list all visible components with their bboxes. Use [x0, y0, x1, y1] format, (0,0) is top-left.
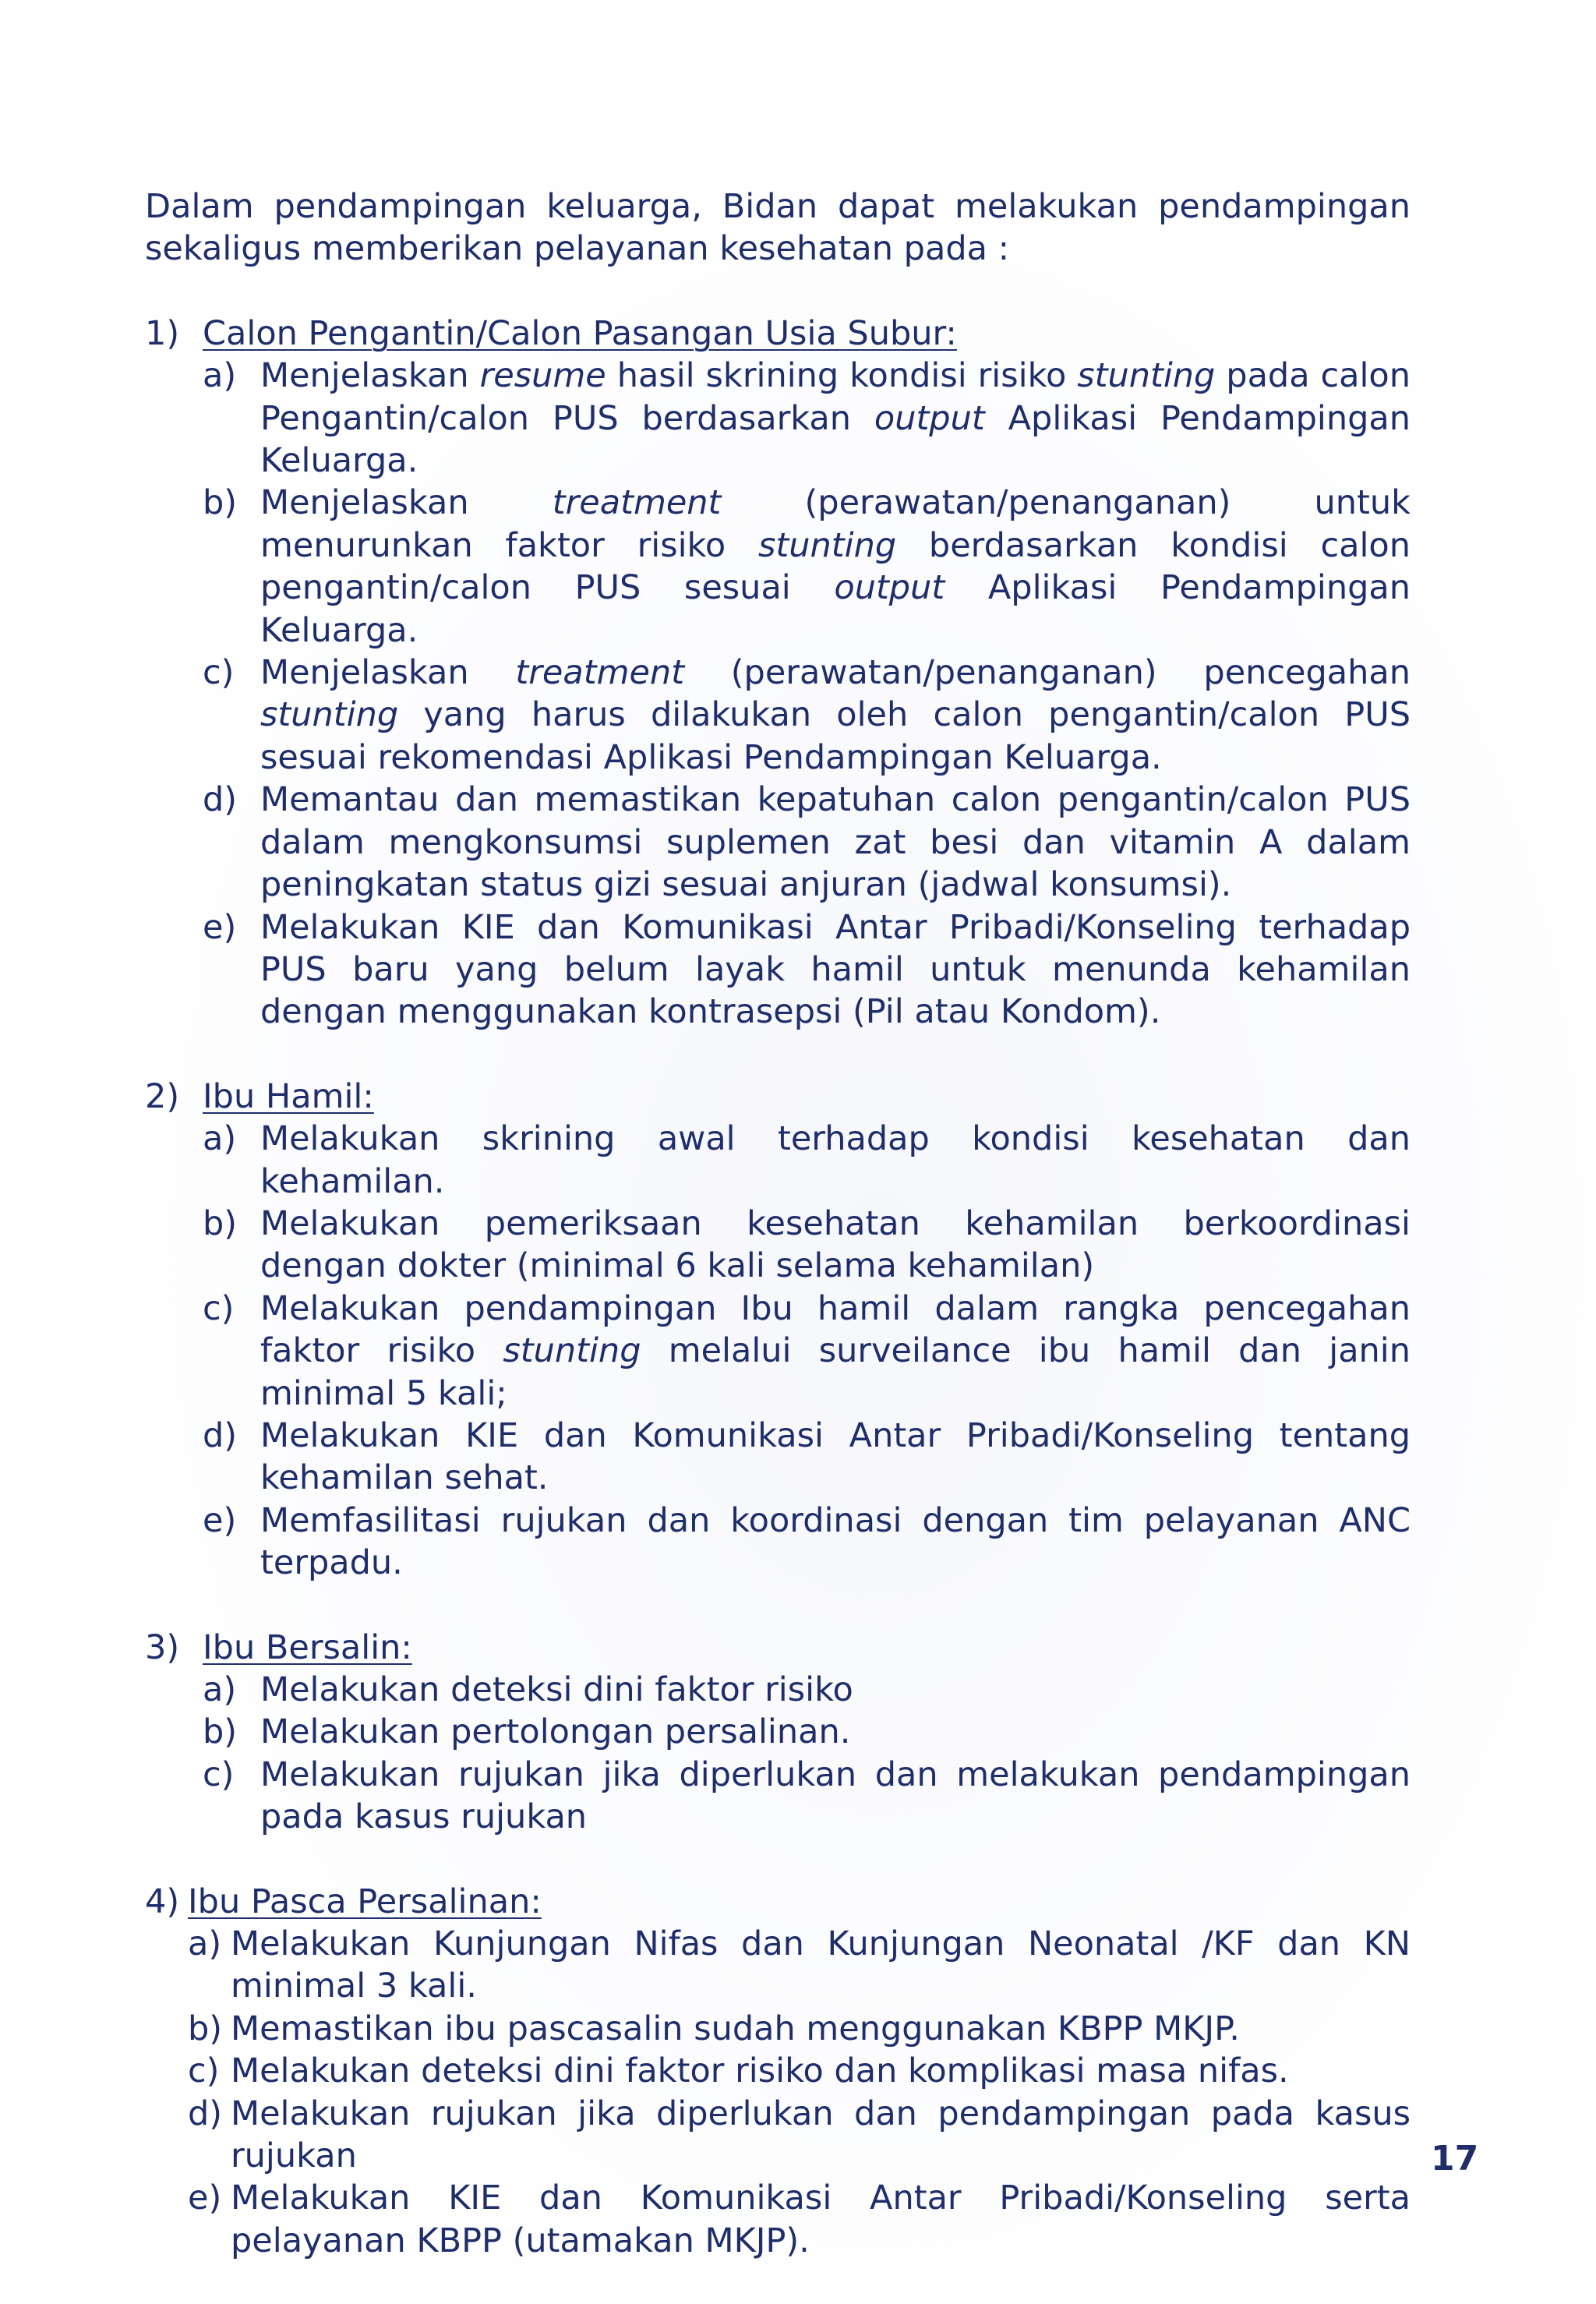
item-letter: c) [188, 2051, 220, 2091]
item-letter: b) [203, 1712, 238, 1752]
list-item [203, 482, 1411, 652]
section-items [145, 1118, 1411, 1584]
section-title: Ibu Bersalin: [203, 1627, 412, 1667]
item-text [260, 1669, 1411, 1711]
list-item [203, 779, 1411, 906]
list-item [203, 1711, 1411, 1753]
list-item [203, 1288, 1411, 1415]
item-letter: c) [203, 1755, 235, 1794]
text-run: Melakukan KIE dan Komunikasi Antar Pribadi/Konseling tentang kehamilan sehat. [260, 1415, 1411, 1498]
section-number: 3) [145, 1627, 180, 1667]
item-text [260, 1203, 1411, 1288]
italic-term: stunting [260, 695, 399, 735]
item-text [260, 1415, 1411, 1500]
item-text [260, 1288, 1411, 1415]
italic-term: resume [479, 356, 606, 396]
italic-term: output [874, 398, 985, 438]
section-number: 4) [145, 1882, 180, 1921]
item-letter: d) [203, 780, 238, 820]
item-text [260, 906, 1411, 1034]
section-number: 2) [145, 1076, 180, 1116]
item-text [260, 1711, 1411, 1753]
item-letter: b) [188, 2009, 223, 2048]
list-item [188, 2008, 1411, 2050]
text-run: hasil skrining kondisi risiko [606, 356, 1078, 396]
text-run: (perawatan/penanganan) pencegahan [684, 653, 1411, 693]
text-run: Melakukan rujukan jika diperlukan dan melakukan pendampingan pada kasus rujukan [260, 1755, 1411, 1837]
section-heading [145, 313, 1411, 355]
list-item [203, 906, 1411, 1034]
text-run: (perawatan/penanganan) untuk menurunkan faktor risiko [260, 483, 1411, 565]
item-text [260, 482, 1411, 652]
text-run: Menjelaskan [260, 653, 516, 693]
section-4 [145, 1881, 1411, 2263]
section-title: Ibu Hamil: [203, 1076, 374, 1116]
list-item [188, 2093, 1411, 2178]
item-text [231, 2050, 1411, 2092]
section-items [145, 1923, 1411, 2262]
item-text [260, 779, 1411, 906]
item-text [260, 652, 1411, 779]
text-run: Aplikasi Pendampingan Keluarga. [260, 568, 1411, 650]
list-item [188, 2050, 1411, 2092]
italic-term: output [834, 568, 945, 608]
item-letter: a) [188, 1924, 222, 1964]
text-run: melalui surveilance ibu hamil dan janin minimal 5 kali; [260, 1331, 1411, 1413]
section-title: Calon Pengantin/Calon Pasangan Usia Subur: [203, 313, 957, 353]
list-item [203, 1669, 1411, 1711]
section-items [145, 355, 1411, 1034]
item-text [231, 2008, 1411, 2050]
section-heading [145, 1076, 1411, 1118]
item-letter: e) [203, 1500, 237, 1540]
text-run: Menjelaskan [260, 483, 553, 523]
list-item [203, 1500, 1411, 1585]
item-text [260, 1754, 1411, 1839]
item-text [231, 2093, 1411, 2178]
section-heading [145, 1881, 1411, 1923]
list-item [188, 1923, 1411, 2008]
item-letter: a) [203, 356, 237, 396]
italic-term: treatment [552, 483, 722, 523]
document-body [145, 186, 1411, 2304]
section-1 [145, 313, 1411, 1034]
list-item [203, 1754, 1411, 1839]
item-letter: c) [203, 1288, 235, 1328]
item-letter: a) [203, 1670, 237, 1709]
item-letter: a) [203, 1119, 237, 1159]
text-run: Menjelaskan [260, 356, 480, 396]
section-2 [145, 1076, 1411, 1585]
text-run: Aplikasi Pendampingan Keluarga. [260, 398, 1411, 481]
text-run: Melakukan Kunjungan Nifas dan Kunjungan Neonatal /KF dan KN minimal 3 kali. [231, 1924, 1411, 2006]
italic-term: stunting [758, 525, 897, 565]
text-run: Melakukan KIE dan Komunikasi Antar Pribadi/Konseling terhadap PUS baru yang belum layak hamil untuk menunda kehamilan dengan menggunakan kontrasepsi (Pil atau Kondom). [260, 907, 1411, 1032]
section-list [145, 313, 1411, 2262]
item-text [260, 1500, 1411, 1585]
text-run: Memantau dan memastikan kepatuhan calon pengantin/calon PUS dalam mengkonsumsi suplemen zat besi dan vitamin A dalam peningkatan status gizi sesuai anjuran (jadwal konsumsi). [260, 780, 1411, 905]
text-run: Melakukan deteksi dini faktor risiko dan komplikasi masa nifas. [231, 2051, 1289, 2091]
text-run: Melakukan rujukan jika diperlukan dan pendampingan pada kasus rujukan [231, 2094, 1411, 2176]
list-item [188, 2177, 1411, 2262]
item-text [231, 1923, 1411, 2008]
item-letter: e) [203, 907, 237, 947]
section-items [145, 1669, 1411, 1839]
item-letter: c) [203, 653, 235, 693]
text-run: yang harus dilakukan oleh calon pengantin/calon PUS sesuai rekomendasi Aplikasi Pendampingan Keluarga. [260, 695, 1411, 777]
text-run: Melakukan deteksi dini faktor risiko [260, 1670, 853, 1709]
item-letter: d) [188, 2094, 223, 2133]
list-item [203, 1415, 1411, 1500]
italic-term: stunting [1077, 356, 1216, 396]
item-letter: b) [203, 483, 238, 523]
section-3 [145, 1627, 1411, 1839]
item-text [231, 2177, 1411, 2262]
list-item [203, 1203, 1411, 1288]
section-title: Ibu Pasca Persalinan: [188, 1882, 542, 1921]
intro-paragraph: Dalam pendampingan keluarga, Bidan dapat melakukan pendampingan sekaligus memberikan pelayanan kesehatan pada : [145, 187, 1411, 269]
text-run: Melakukan KIE dan Komunikasi Antar Pribadi/Konseling serta pelayanan KBPP (utamakan MKJP). [231, 2179, 1411, 2260]
text-run: Melakukan pemeriksaan kesehatan kehamilan berkoordinasi dengan dokter (minimal 6 kali selama kehamilan) [260, 1203, 1411, 1286]
italic-term: treatment [515, 653, 685, 693]
item-letter: b) [203, 1203, 238, 1243]
section-heading [145, 1627, 1411, 1669]
page-number: 17 [1431, 2139, 1479, 2179]
list-item [203, 652, 1411, 779]
item-text [260, 1118, 1411, 1203]
section-number: 1) [145, 313, 180, 353]
text-run: berdasarkan kondisi calon pengantin/calon PUS sesuai [260, 525, 1411, 608]
italic-term: stunting [503, 1331, 641, 1371]
item-letter: e) [188, 2179, 222, 2218]
text-run: Memfasilitasi rujukan dan koordinasi dengan tim pelayanan ANC terpadu. [260, 1500, 1411, 1583]
list-item [203, 355, 1411, 482]
item-letter: d) [203, 1415, 238, 1455]
text-run: pada calon Pengantin/calon PUS berdasarkan [260, 356, 1411, 438]
item-text [260, 355, 1411, 482]
text-run: Melakukan pertolongan persalinan. [260, 1712, 851, 1752]
text-run: Memastikan ibu pascasalin sudah menggunakan KBPP MKJP. [231, 2009, 1240, 2048]
text-run: Melakukan skrining awal terhadap kondisi kesehatan dan kehamilan. [260, 1119, 1411, 1201]
list-item [203, 1118, 1411, 1203]
text-run: Melakukan pendampingan Ibu hamil dalam rangka pencegahan faktor risiko [260, 1288, 1411, 1371]
